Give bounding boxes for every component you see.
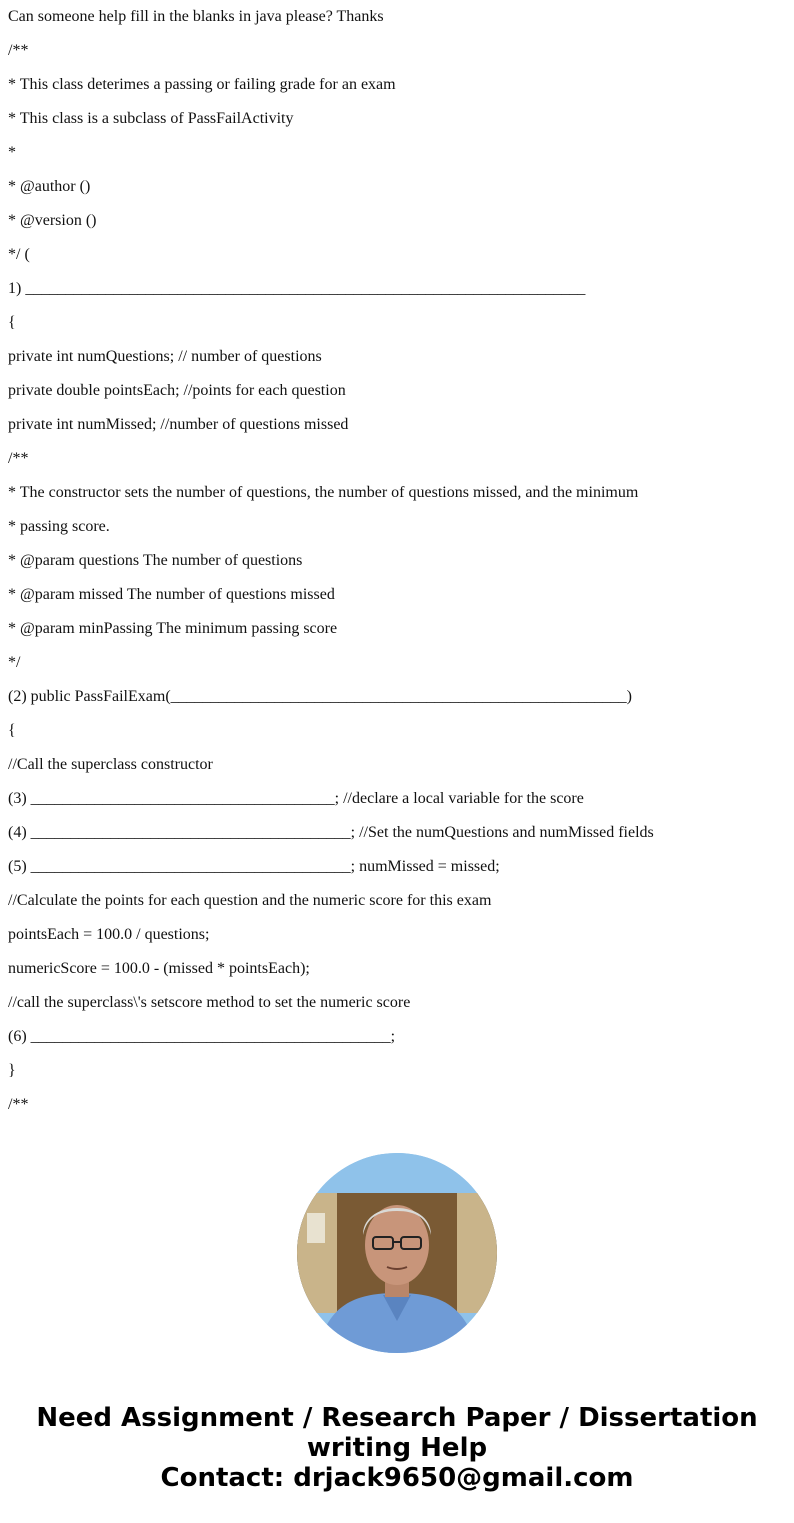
code-line: * @author () (8, 178, 91, 195)
code-line: pointsEach = 100.0 / questions; (8, 926, 210, 943)
promo-banner (0, 1403, 794, 1493)
code-line: * @version () (8, 212, 97, 229)
code-line: //call the superclass\'s setscore method to set the numeric score (8, 994, 411, 1011)
code-line: /** (8, 1096, 29, 1113)
code-line: //Call the superclass constructor (8, 756, 213, 773)
code-line: numericScore = 100.0 - (missed * pointsEach); (8, 960, 310, 977)
code-line: * This class is a subclass of PassFailActivity (8, 110, 294, 127)
code-line: private int numQuestions; // number of questions (8, 348, 322, 365)
promo-contact: Contact: drjack9650@gmail.com (160, 1463, 634, 1493)
blank-line-4: (4) ________________________________________; //Set the numQuestions and numMissed fields (8, 824, 654, 841)
code-line: * @param minPassing The minimum passing score (8, 620, 338, 637)
code-line: private double pointsEach; //points for each question (8, 382, 346, 399)
code-line: * This class deterimes a passing or failing grade for an exam (8, 76, 396, 93)
code-line: /** (8, 42, 29, 59)
blank-line-2: (2) public PassFailExam(_________________________________________________________) (8, 688, 632, 705)
promo-line: Need Assignment / Research Paper / Dissertation (36, 1403, 758, 1433)
code-line: { (8, 722, 16, 739)
code-line: */ ( (8, 246, 30, 263)
code-line: { (8, 314, 16, 331)
code-line: //Calculate the points for each question and the numeric score for this exam (8, 892, 492, 909)
blank-line-6: (6) _____________________________________________; (8, 1028, 396, 1045)
code-line: } (8, 1062, 16, 1079)
code-line: * (8, 144, 16, 161)
blank-line-1: 1) ______________________________________________________________________ (8, 280, 586, 297)
promo-line: writing Help (306, 1433, 488, 1463)
blank-line-3: (3) ______________________________________; //declare a local variable for the score (8, 790, 584, 807)
author-avatar (297, 1153, 497, 1353)
code-line: */ (8, 654, 21, 671)
code-line: * The constructor sets the number of questions, the number of questions missed, and the minimum (8, 484, 639, 501)
code-line: * passing score. (8, 518, 110, 535)
code-line: private int numMissed; //number of questions missed (8, 416, 349, 433)
question-title: Can someone help fill in the blanks in java please? Thanks (8, 8, 384, 25)
author-portrait-image (297, 1153, 497, 1353)
blank-line-5: (5) ________________________________________; numMissed = missed; (8, 858, 500, 875)
code-line: /** (8, 450, 29, 467)
code-line: * @param questions The number of questions (8, 552, 303, 569)
code-line: * @param missed The number of questions missed (8, 586, 335, 603)
